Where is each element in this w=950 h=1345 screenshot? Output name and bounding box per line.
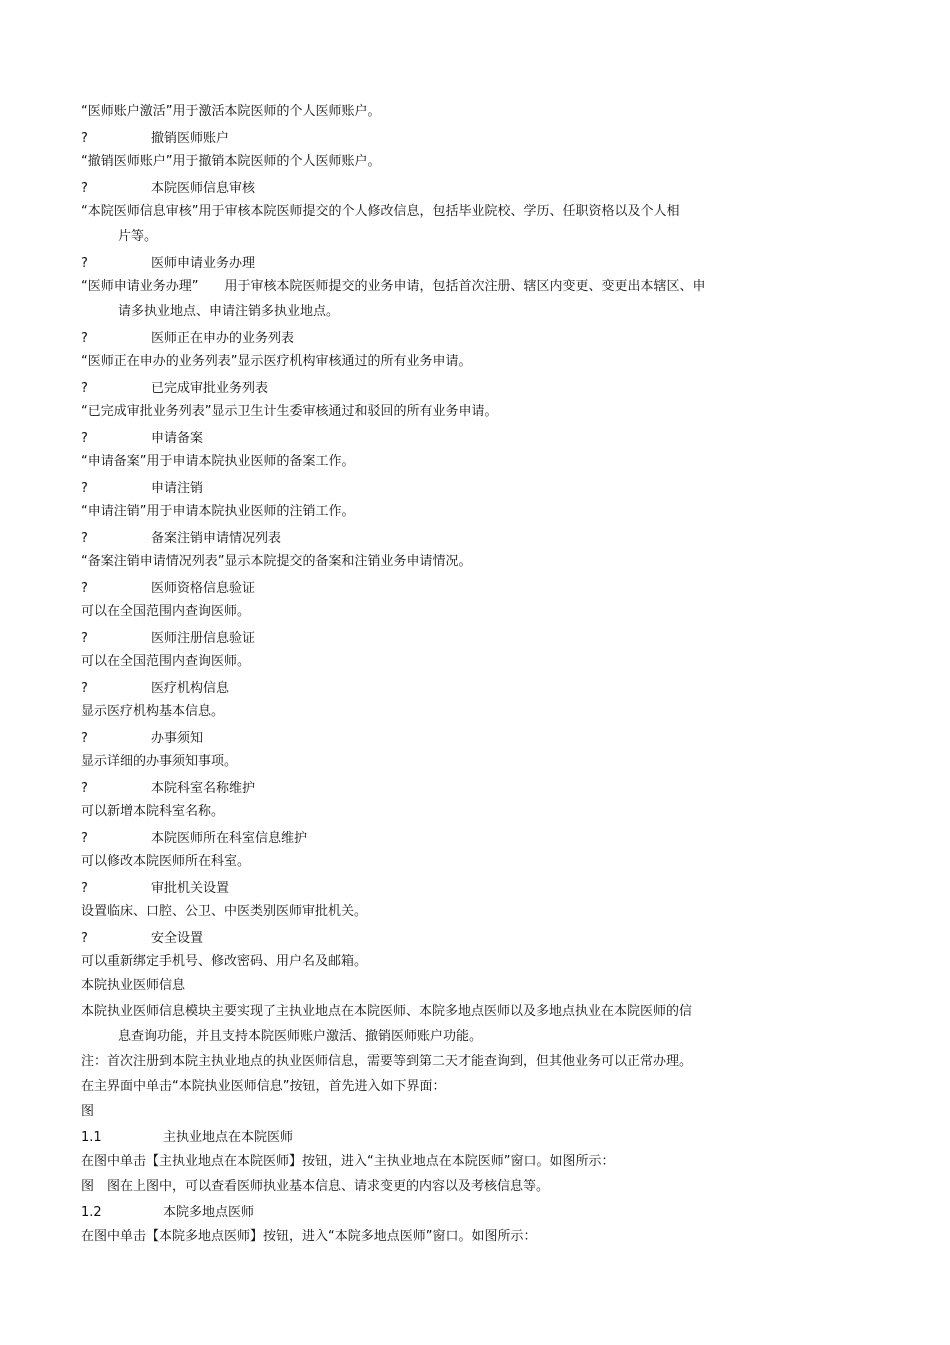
bullet-item <box>81 131 229 147</box>
paragraph: 可以新增本院科室名称。 <box>81 804 225 819</box>
bullet-glyph: ? <box>81 256 88 271</box>
bullet-item <box>81 181 255 197</box>
bullet-glyph: ? <box>81 381 88 396</box>
paragraph: “申请备案”用于申请本院执业医师的备案工作。 <box>81 454 355 469</box>
paragraph: 本院执业医师信息模块主要实现了主执业地点在本院医师、本院多地点医师以及多地点执业在本院医师的信 <box>81 1004 693 1019</box>
bullet-glyph: ? <box>81 681 88 696</box>
bullet-item <box>81 681 229 697</box>
bullet-glyph: ? <box>81 731 88 746</box>
paragraph: “申请注销”用于申请本院执业医师的注销工作。 <box>81 504 355 519</box>
paragraph: 图 图在上图中，可以查看医师执业基本信息、请求变更的内容以及考核信息等。 <box>81 1179 550 1194</box>
bullet-item <box>81 831 307 847</box>
bullet-text: 申请备案 <box>151 431 204 446</box>
bullet-item <box>81 381 268 397</box>
paragraph: “撤销医师账户”用于撤销本院医师的个人医师账户。 <box>81 154 381 169</box>
bullet-glyph: ? <box>81 881 88 896</box>
note: 注：首次注册到本院主执业地点的执业医师信息，需要等到第二天才能查询到，但其他业务可以正常办理。 <box>81 1054 693 1069</box>
subsection-heading <box>81 1205 254 1221</box>
bullet-item <box>81 531 281 547</box>
bullet-glyph: ? <box>81 631 88 646</box>
paragraph: 在图中单击【本院多地点医师】按钮，进入“本院多地点医师”窗口。如图所示： <box>81 1229 537 1244</box>
paragraph: 可以修改本院医师所在科室。 <box>81 854 251 869</box>
bullet-text: 本院医师所在科室信息维护 <box>151 831 308 846</box>
bullet-glyph: ? <box>81 781 88 796</box>
paragraph: 可以在全国范围内查询医师。 <box>81 654 251 669</box>
paragraph: 显示详细的办事须知事项。 <box>81 754 238 769</box>
paragraph: “医师正在申办的业务列表”显示医疗机构审核通过的所有业务申请。 <box>81 354 472 369</box>
paragraph: 显示医疗机构基本信息。 <box>81 704 225 719</box>
bullet-text: 医师正在申办的业务列表 <box>151 331 295 346</box>
bullet-glyph: ? <box>81 431 88 446</box>
bullet-text: 医师申请业务办理 <box>151 256 256 271</box>
bullet-text: 医师资格信息验证 <box>151 581 256 596</box>
bullet-text: 医师注册信息验证 <box>151 631 256 646</box>
bullet-text: 本院医师信息审核 <box>151 181 256 196</box>
bullet-glyph: ? <box>81 581 88 596</box>
bullet-glyph: ? <box>81 331 88 346</box>
bullet-item <box>81 331 294 347</box>
bullet-glyph: ? <box>81 131 88 146</box>
subsection-heading <box>81 1130 293 1146</box>
bullet-text: 备案注销申请情况列表 <box>151 531 282 546</box>
bullet-item <box>81 581 255 597</box>
bullet-item <box>81 931 203 947</box>
paragraph: “医师申请业务办理” 用于审核本院医师提交的业务申请，包括首次注册、辖区内变更、变更出本辖区、申 <box>81 279 706 294</box>
bullet-glyph: ? <box>81 931 88 946</box>
paragraph-continuation: 片等。 <box>118 229 158 244</box>
bullet-glyph: ? <box>81 531 88 546</box>
bullet-item <box>81 731 203 747</box>
paragraph-continuation: 息查询功能，并且支持本院医师账户激活、撤销医师账户功能。 <box>118 1029 483 1044</box>
paragraph: 可以重新绑定手机号、修改密码、用户名及邮箱。 <box>81 954 368 969</box>
paragraph: “本院医师信息审核”用于审核本院医师提交的个人修改信息，包括毕业院校、学历、任职资格以及个人相 <box>81 204 680 219</box>
paragraph: “备案注销申请情况列表”显示本院提交的备案和注销业务申请情况。 <box>81 554 472 569</box>
paragraph: 在图中单击【主执业地点在本院医师】按钮，进入“主执业地点在本院医师”窗口。如图所示： <box>81 1154 615 1169</box>
paragraph-continuation: 请多执业地点、申请注销多执业地点。 <box>118 304 340 319</box>
subsection-number: 1.1 <box>81 1130 102 1145</box>
bullet-text: 申请注销 <box>151 481 204 496</box>
bullet-text: 撤销医师账户 <box>151 131 230 146</box>
bullet-text: 办事须知 <box>151 731 204 746</box>
bullet-text: 安全设置 <box>151 931 204 946</box>
paragraph: 可以在全国范围内查询医师。 <box>81 604 251 619</box>
bullet-glyph: ? <box>81 481 88 496</box>
bullet-text: 审批机关设置 <box>151 881 230 896</box>
paragraph: 在主界面中单击“本院执业医师信息”按钮，首先进入如下界面： <box>81 1079 446 1094</box>
bullet-item <box>81 631 255 647</box>
bullet-item <box>81 256 255 272</box>
bullet-item <box>81 781 255 797</box>
paragraph: 设置临床、口腔、公卫、中医类别医师审批机关。 <box>81 904 368 919</box>
bullet-glyph: ? <box>81 181 88 196</box>
bullet-text: 本院科室名称维护 <box>151 781 256 796</box>
bullet-item <box>81 481 203 497</box>
paragraph: “医师账户激活”用于激活本院医师的个人医师账户。 <box>81 104 381 119</box>
subsection-title: 本院多地点医师 <box>163 1205 255 1220</box>
bullet-item <box>81 431 203 447</box>
bullet-glyph: ? <box>81 831 88 846</box>
bullet-text: 已完成审批业务列表 <box>151 381 269 396</box>
subsection-number: 1.2 <box>81 1205 102 1220</box>
paragraph: “已完成审批业务列表”显示卫生计生委审核通过和驳回的所有业务申请。 <box>81 404 498 419</box>
section-heading: 本院执业医师信息 <box>81 978 186 993</box>
bullet-item <box>81 881 229 897</box>
figure-caption: 图 <box>81 1104 95 1119</box>
bullet-text: 医疗机构信息 <box>151 681 230 696</box>
subsection-title: 主执业地点在本院医师 <box>163 1130 294 1145</box>
